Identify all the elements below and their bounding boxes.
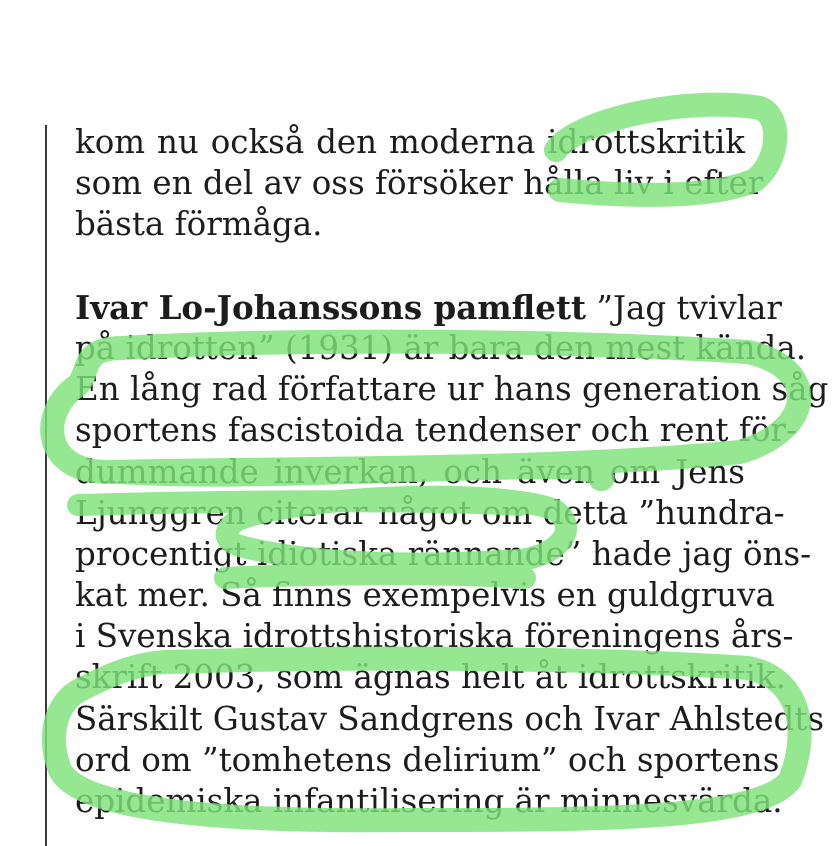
text-line: bästa förmåga. [75,205,323,244]
text-line: sportens fascistoida tendenser och rent för- [75,411,797,450]
text-line [75,287,782,328]
text-line: i Svenska idrottshistoriska föreningens års- [75,617,794,656]
text-line: dummande inverkan, och även om Jens [75,452,745,491]
text-line: Särskilt Gustav Sandgrens och Ivar Ahlstedts [75,699,825,738]
text-line: på idrotten” (1931) är bara den mest kända. [75,328,807,367]
text-line: kat mer. Så finns exempelvis en guldgruva [75,576,775,615]
text-line: kom nu också den moderna idrottskritik [75,123,745,161]
author-name: Ivar Lo-Johanssons pamflett [75,287,586,327]
text-line: skrift 2003, som ägnas helt åt idrottskritik. [75,658,786,697]
text-line: Ljunggren citerar något om detta ”hundra- [75,493,785,532]
text-line: som en del av oss försöker hålla liv i efter [75,164,764,203]
text-line: procentigt idiotiska rännande” hade jag öns- [75,534,812,573]
text-line: ord om ”tomhetens delirium” och sportens [75,740,780,779]
paragraph-spacer [75,246,745,287]
text-line: En lång rad författare ur hans generation såg [75,370,829,409]
text-fragment: ”Jag tvivlar [586,288,782,327]
column-rule [45,125,47,846]
text-line: epidemiska infantilisering är minnesvärda. [75,782,783,820]
article-text [75,122,829,822]
